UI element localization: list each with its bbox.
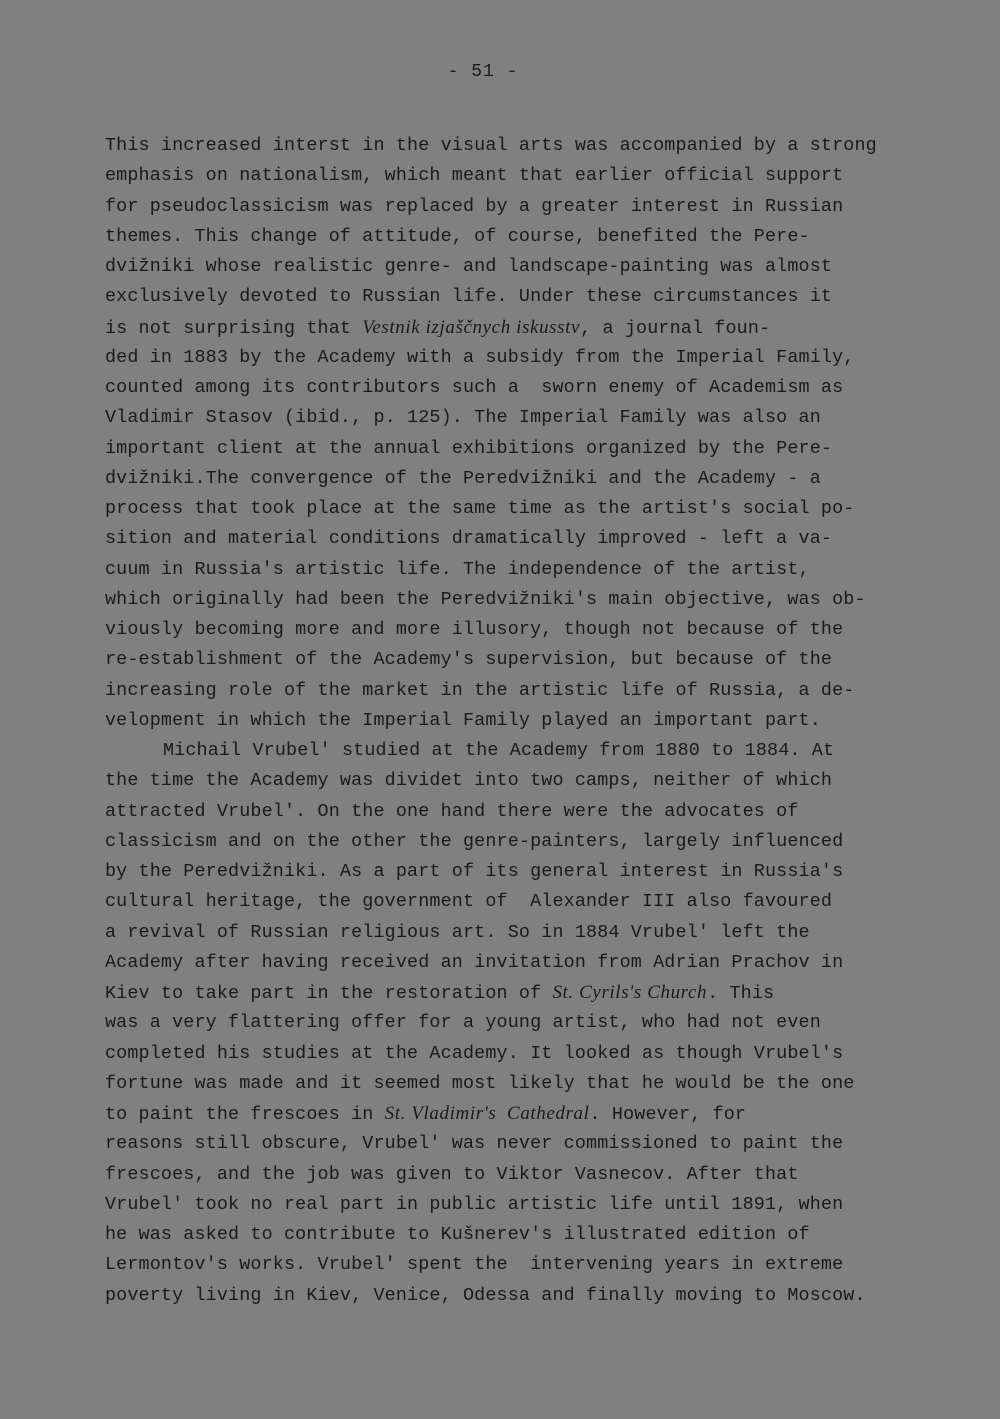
text-line <box>105 313 985 343</box>
text-line <box>105 434 985 464</box>
text-segment: dvižniki whose realistic genre- and landscape-painting was almost <box>105 256 833 277</box>
text-segment: ded in 1883 by the Academy with a subsidy from the Imperial Family, <box>105 346 855 368</box>
text-segment: Academy after having received an invitation from Adrian Prachov in <box>105 951 844 973</box>
text-line <box>105 857 985 887</box>
text-segment: completed his studies at the Academy. It looked as though Vrubel's <box>105 1042 844 1064</box>
text-segment: for pseudoclassicism was replaced by a greater interest in Russian <box>105 195 844 217</box>
text-segment: increasing role of the market in the artistic life of Russia, a de- <box>105 679 855 701</box>
text-line <box>105 887 985 917</box>
text-line <box>105 343 985 373</box>
text-line <box>105 615 985 645</box>
text-segment: , a journal foun- <box>580 317 771 339</box>
text-segment: process that took place at the same time as the artist's social po- <box>105 498 855 519</box>
text-segment: cultural heritage, the government of Alexander III also favoured <box>105 891 833 913</box>
text-segment: Lermontov's works. Vrubel' spent the intervening years in extreme <box>105 1254 844 1276</box>
text-segment: poverty living in Kiev, Venice, Odessa and finally moving to Moscow. <box>105 1284 866 1306</box>
text-line <box>105 1129 985 1159</box>
text-line <box>105 918 985 948</box>
text-segment: cuum in Russia's artistic life. The independence of the artist, <box>105 558 810 580</box>
text-segment: Michail Vrubel' studied at the Academy from 1880 to 1884. At <box>163 740 835 761</box>
text-segment: reasons still obscure, Vrubel' was never commissioned to paint the <box>105 1133 844 1155</box>
text-segment: counted among its contributors such a sworn enemy of Academism as <box>105 377 844 398</box>
text-segment: by the Peredvižniki. As a part of its general interest in Russia's <box>105 861 844 882</box>
text-line <box>105 252 985 282</box>
text-line <box>105 766 985 796</box>
text-line <box>105 1039 985 1069</box>
text-line <box>105 161 985 191</box>
text-segment: velopment in which the Imperial Family played an important part. <box>105 709 821 731</box>
text-line <box>105 222 985 252</box>
text-line <box>105 494 985 524</box>
text-segment: to paint the frescoes in <box>105 1104 385 1125</box>
text-segment: important client at the annual exhibitions organized by the Pere- <box>105 437 833 459</box>
text-line <box>105 736 985 766</box>
text-line <box>105 131 985 161</box>
italic-title: St. Cyrils's Church <box>552 982 708 1003</box>
text-segment: themes. This change of attitude, of course, benefited the Pere- <box>105 225 810 247</box>
text-line <box>105 555 985 585</box>
text-segment: the time the Academy was dividet into two camps, neither of which <box>105 770 833 792</box>
text-segment: This increased interst in the visual arts was accompanied by a strong <box>105 135 877 156</box>
text-line <box>105 192 985 222</box>
text-segment: Vladimir Stasov (ibid., p. 125). The Imperial Family was also an <box>105 407 821 429</box>
text-segment: . This <box>707 983 775 1004</box>
text-line <box>105 373 985 403</box>
text-line <box>105 1160 985 1190</box>
text-segment: frescoes, and the job was given to Viktor Vasnecov. After that <box>105 1163 799 1185</box>
text-line <box>105 1008 985 1038</box>
text-line <box>105 1099 985 1129</box>
text-line <box>105 1220 985 1250</box>
text-line <box>105 948 985 978</box>
text-segment: was a very flattering offer for a young artist, who had not even <box>105 1012 821 1034</box>
text-line <box>105 827 985 857</box>
text-line <box>105 1281 985 1311</box>
text-line <box>105 676 985 706</box>
text-segment: he was asked to contribute to Kušnerev's illustrated edition of <box>105 1224 810 1245</box>
text-segment: attracted Vrubel'. On the one hand there were the advocates of <box>105 800 799 822</box>
page-number: - 51 - <box>447 62 519 82</box>
text-segment: Vrubel' took no real part in public artistic life until 1891, when <box>105 1193 844 1215</box>
text-line <box>105 797 985 827</box>
body-text <box>105 131 985 1311</box>
text-segment: a revival of Russian religious art. So in 1884 Vrubel' left the <box>105 921 810 943</box>
text-segment: fortune was made and it seemed most likely that he would be the one <box>105 1072 855 1094</box>
text-segment: dvižniki.The convergence of the Peredvižniki and the Academy - a <box>105 467 821 489</box>
text-segment: is not surprising that <box>105 317 363 339</box>
text-segment: sition and material conditions dramatically improved - left a va- <box>105 528 833 550</box>
text-segment: exclusively devoted to Russian life. Under these circumstances it <box>105 286 833 308</box>
text-line <box>105 978 985 1008</box>
text-segment: re-establishment of the Academy's supervision, but because of the <box>105 649 833 671</box>
italic-title: Vestnik izjaščnych iskusstv <box>362 316 581 338</box>
text-segment: emphasis on nationalism, which meant that earlier official support <box>105 165 844 187</box>
text-line <box>105 585 985 615</box>
text-line <box>105 282 985 312</box>
text-segment: . However, for <box>589 1104 747 1125</box>
text-segment: Kiev to take part in the restoration of <box>105 983 553 1004</box>
text-line <box>105 1069 985 1099</box>
text-line <box>105 1250 985 1280</box>
text-segment: classicism and on the other the genre-painters, largely influenced <box>105 830 844 852</box>
text-line <box>105 403 985 433</box>
text-line <box>105 645 985 675</box>
text-line <box>105 1190 985 1220</box>
text-segment: which originally had been the Peredvižniki's main objective, was ob- <box>105 588 866 610</box>
text-segment: viously becoming more and more illusory, though not because of the <box>105 619 844 640</box>
text-line <box>105 524 985 554</box>
italic-title: St. Vladimir's Cathedral <box>384 1103 590 1124</box>
text-line <box>105 464 985 494</box>
text-line <box>105 706 985 736</box>
